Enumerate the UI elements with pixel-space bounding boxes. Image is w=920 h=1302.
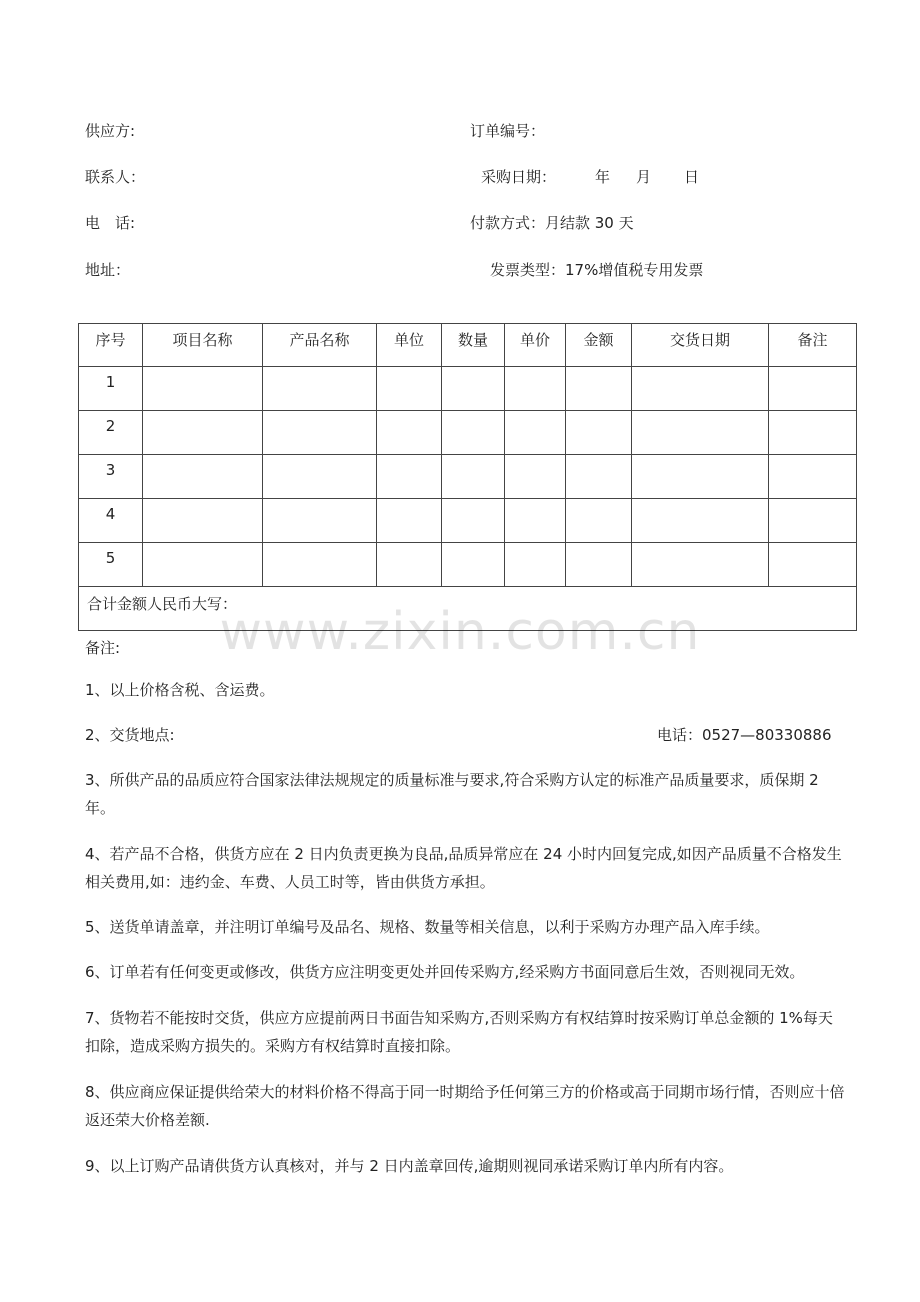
supplier-label: 供应方: xyxy=(85,122,136,140)
notes-title: 备注: xyxy=(85,639,121,657)
column-header: 数量 xyxy=(442,324,505,367)
table-cell[interactable] xyxy=(442,543,505,587)
table-row xyxy=(79,543,857,587)
date-year: 年 xyxy=(595,168,611,186)
table-cell[interactable] xyxy=(442,367,505,411)
table-row xyxy=(79,455,857,499)
table-cell[interactable] xyxy=(632,499,769,543)
purchase-date-label: 采购日期： xyxy=(481,168,557,186)
column-header: 单价 xyxy=(505,324,566,367)
column-header: 金额 xyxy=(566,324,632,367)
table-cell[interactable] xyxy=(769,367,857,411)
table-cell[interactable] xyxy=(263,543,377,587)
table-cell[interactable] xyxy=(377,543,442,587)
table-cell[interactable] xyxy=(769,411,857,455)
column-header: 项目名称 xyxy=(143,324,263,367)
column-header: 备注 xyxy=(769,324,857,367)
address-label: 地址： xyxy=(85,261,131,279)
table-row xyxy=(79,367,857,411)
table-cell[interactable] xyxy=(769,543,857,587)
table-cell[interactable] xyxy=(263,455,377,499)
table-cell[interactable] xyxy=(632,455,769,499)
column-header: 产品名称 xyxy=(263,324,377,367)
table-cell[interactable] xyxy=(143,367,263,411)
order-table xyxy=(78,323,857,631)
table-cell[interactable] xyxy=(566,499,632,543)
note-item-4: 4、若产品不合格，供货方应在 2 日内负责更换为良品,品质异常应在 24 小时内回复完成,如因产品质量不合格发生相关费用,如：违约金、车费、人员工时等，皆由供货方承担。 xyxy=(85,845,842,891)
payment-method: 付款方式：月结款 30 天 xyxy=(470,214,634,232)
table-cell[interactable] xyxy=(377,367,442,411)
row-number: 1 xyxy=(79,367,143,411)
column-header: 序号 xyxy=(79,324,143,367)
table-cell[interactable] xyxy=(632,543,769,587)
table-cell[interactable] xyxy=(263,411,377,455)
column-header: 单位 xyxy=(377,324,442,367)
note-item-8: 8、供应商应保证提供给荣大的材料价格不得高于同一时期给予任何第三方的价格或高于同期市场行情，否则应十倍返还荣大价格差额. xyxy=(85,1083,845,1129)
table-cell[interactable] xyxy=(377,499,442,543)
table-cell[interactable] xyxy=(566,455,632,499)
table-cell[interactable] xyxy=(566,543,632,587)
note-item-7: 7、货物若不能按时交货，供应方应提前两日书面告知采购方,否则采购方有权结算时按采购订单总金额的 1%每天扣除，造成采购方损失的。采购方有权结算时直接扣除。 xyxy=(85,1009,833,1055)
delivery-phone: 电话：0527—80330886 xyxy=(657,726,832,744)
note-item-5: 5、送货单请盖章，并注明订单编号及品名、规格、数量等相关信息，以利于采购方办理产品入库手续。 xyxy=(85,918,770,936)
table-cell[interactable] xyxy=(442,411,505,455)
note-item-1: 1、以上价格含税、含运费。 xyxy=(85,681,275,699)
total-amount-label: 合计金额人民币大写： xyxy=(79,587,857,631)
note-item-3: 3、所供产品的品质应符合国家法律法规规定的质量标准与要求,符合采购方认定的标准产品质量要求，质保期 2 年。 xyxy=(85,771,819,817)
note-item-9: 9、以上订购产品请供货方认真核对，并与 2 日内盖章回传,逾期则视同承诺采购订单内所有内容。 xyxy=(85,1157,734,1175)
table-cell[interactable] xyxy=(143,543,263,587)
table-cell[interactable] xyxy=(769,455,857,499)
table-cell[interactable] xyxy=(505,367,566,411)
row-number: 5 xyxy=(79,543,143,587)
table-cell[interactable] xyxy=(263,367,377,411)
note-item-6: 6、订单若有任何变更或修改，供货方应注明变更处并回传采购方,经采购方书面同意后生效，否则视同无效。 xyxy=(85,963,805,981)
table-cell[interactable] xyxy=(505,499,566,543)
table-cell[interactable] xyxy=(632,411,769,455)
table-row xyxy=(79,411,857,455)
table-cell[interactable] xyxy=(143,411,263,455)
table-cell[interactable] xyxy=(377,411,442,455)
date-month: 月 xyxy=(636,168,652,186)
table-cell[interactable] xyxy=(566,411,632,455)
order-number-label: 订单编号： xyxy=(470,122,546,140)
table-cell[interactable] xyxy=(143,499,263,543)
contact-label: 联系人： xyxy=(85,168,146,186)
invoice-type: 发票类型：17%增值税专用发票 xyxy=(490,261,704,279)
table-cell[interactable] xyxy=(505,455,566,499)
table-cell[interactable] xyxy=(505,411,566,455)
row-number: 4 xyxy=(79,499,143,543)
row-number: 2 xyxy=(79,411,143,455)
table-row xyxy=(79,499,857,543)
table-cell[interactable] xyxy=(143,455,263,499)
phone-label: 电 话: xyxy=(85,214,136,232)
table-cell[interactable] xyxy=(505,543,566,587)
note-item-2: 2、交货地点: xyxy=(85,726,175,744)
table-header-row xyxy=(79,324,857,367)
column-header: 交货日期 xyxy=(632,324,769,367)
table-cell[interactable] xyxy=(632,367,769,411)
table-cell[interactable] xyxy=(442,499,505,543)
table-cell[interactable] xyxy=(769,499,857,543)
table-cell[interactable] xyxy=(377,455,442,499)
table-cell[interactable] xyxy=(442,455,505,499)
table-cell[interactable] xyxy=(566,367,632,411)
row-number: 3 xyxy=(79,455,143,499)
date-day: 日 xyxy=(684,168,700,186)
table-cell[interactable] xyxy=(263,499,377,543)
watermark: www.zixin.com.cn xyxy=(219,602,701,662)
